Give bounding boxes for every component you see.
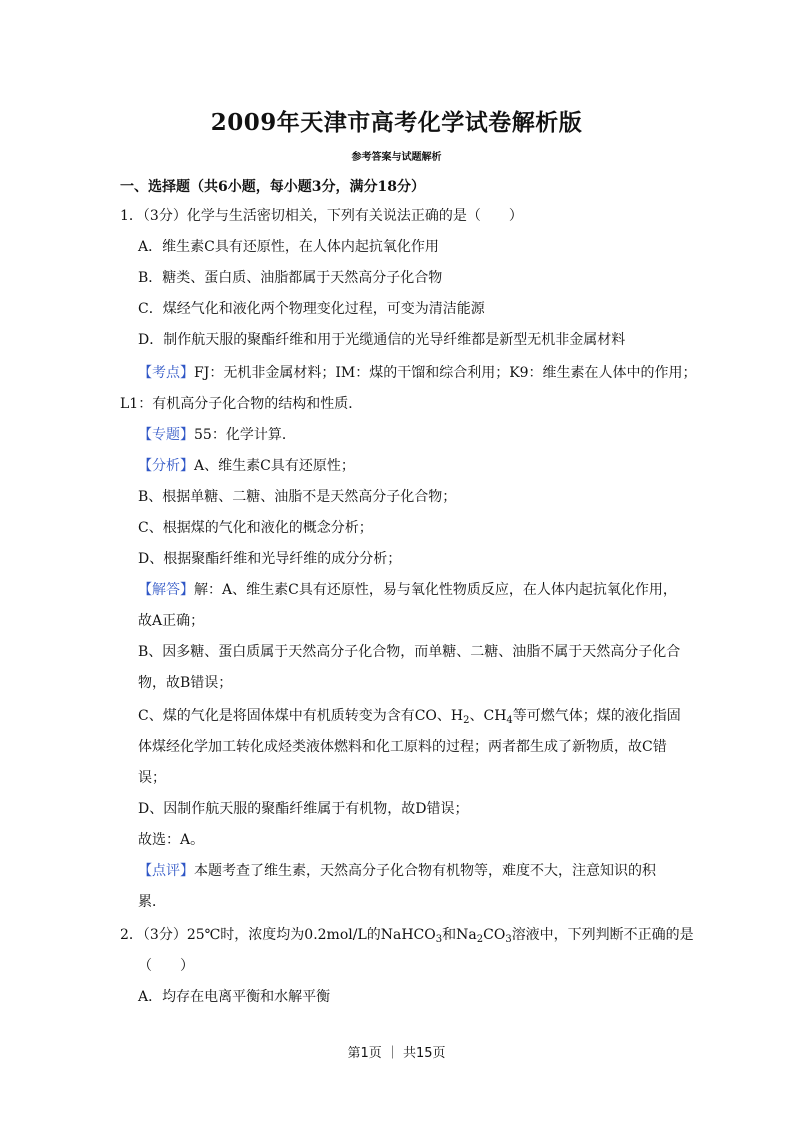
q1-kaodian	[138, 364, 697, 382]
q1-fenxi-b: B、根据单糖、二糖、油脂不是天然高分子化合物；	[138, 489, 457, 505]
q2-stem-mid: 和Na	[442, 927, 477, 943]
q2-stem-mid2: CO	[483, 927, 506, 943]
jieda-c1-mid: 、CH	[469, 708, 507, 724]
zhuanti-tag: 【专题】	[138, 427, 194, 443]
jieda-tag: 【解答】	[138, 582, 194, 598]
zhuanti-text: 55：化学计算．	[194, 427, 296, 443]
q1-fenxi-d: D、根据聚酯纤维和光导纤维的成分分析；	[138, 551, 402, 567]
kaodian-tag: 【考点】	[138, 365, 194, 381]
q2-stem	[120, 926, 694, 944]
q1-dianping-cont: 累．	[138, 894, 166, 910]
q1-option-c: C．煤经气化和液化两个物理变化过程，可变为清洁能源	[138, 301, 485, 317]
jieda-c1-pre: C、煤的气化是将固体煤中有机质转变为含有CO、H	[138, 708, 464, 724]
q2-stem-sub1: 3	[435, 934, 443, 945]
q1-jieda-c1	[138, 707, 681, 725]
q1-jieda-b1: B、因多糖、蛋白质属于天然高分子化合物，而单糖、二糖、油脂不属于天然高分子化合	[138, 644, 681, 660]
jieda-text: 解：A、维生素C具有还原性，易与氧化性物质反应，在人体内起抗氧化作用，	[194, 582, 677, 598]
jieda-c1-sub2: 4	[506, 715, 513, 726]
dianping-text: 本题考查了维生素，天然高分子化合物有机物等，难度不大，注意知识的积	[194, 863, 656, 879]
q1-option-b: B．糖类、蛋白质、油脂都属于天然高分子化合物	[138, 270, 443, 286]
q1-fenxi-c: C、根据煤的气化和液化的概念分析；	[138, 520, 373, 536]
q1-jieda-a-cont: 故A正确；	[138, 613, 205, 629]
q1-jieda-b2: 物，故B错误；	[138, 675, 233, 691]
q1-kaodian-cont: L1：有机高分子化合物的结构和性质．	[120, 396, 363, 412]
q1-option-d: D．制作航天服的聚酯纤维和用于光缆通信的光导纤维都是新型无机非金属材料	[138, 332, 626, 348]
q1-jieda	[138, 581, 677, 599]
q2-stem-sub3: 3	[505, 934, 512, 945]
q2-stem-cont: （ ）	[138, 958, 194, 974]
fenxi-text: A、维生素C具有还原性；	[194, 458, 355, 474]
q1-fenxi	[138, 457, 355, 475]
jieda-c1-post: 等可燃气体；煤的液化指固	[512, 708, 681, 724]
q2-option-a: A．均存在电离平衡和水解平衡	[138, 989, 331, 1005]
q1-option-a: A．维生素C具有还原性，在人体内起抗氧化作用	[138, 239, 439, 255]
q2-stem-post: 溶液中，下列判断不正确的是	[511, 927, 694, 943]
q1-jieda-choice: 故选：A。	[138, 832, 205, 848]
q2-stem-sub2: 2	[476, 934, 484, 945]
document-title: 2009年天津市高考化学试卷解析版	[210, 109, 583, 136]
dianping-tag: 【点评】	[138, 863, 194, 879]
q1-zhuanti	[138, 426, 296, 444]
document-subtitle: 参考答案与试题解析	[351, 152, 442, 163]
q1-stem: 1．（3分）化学与生活密切相关，下列有关说法正确的是（ ）	[120, 208, 523, 224]
q1-jieda-c2: 体煤经化学加工转化成烃类液体燃料和化工原料的过程；两者都生成了新物质，故C错	[138, 739, 667, 755]
q2-stem-pre: 2．（3分）25℃时，浓度均为0.2mol/L的NaHCO	[120, 927, 436, 943]
q1-jieda-c3: 误；	[138, 770, 166, 786]
jieda-c1-sub1: 2	[463, 715, 470, 726]
section-heading: 一、选择题（共6小题，每小题3分，满分18分）	[120, 179, 425, 195]
kaodian-text: FJ：无机非金属材料；IM：煤的干馏和综合利用；K9：维生素在人体中的作用；	[194, 365, 697, 381]
q1-dianping	[138, 862, 656, 880]
q1-jieda-d: D、因制作航天服的聚酯纤维属于有机物，故D错误；	[138, 801, 469, 817]
page-footer: 第1页 ｜ 共15页	[347, 1046, 446, 1061]
fenxi-tag: 【分析】	[138, 458, 194, 474]
